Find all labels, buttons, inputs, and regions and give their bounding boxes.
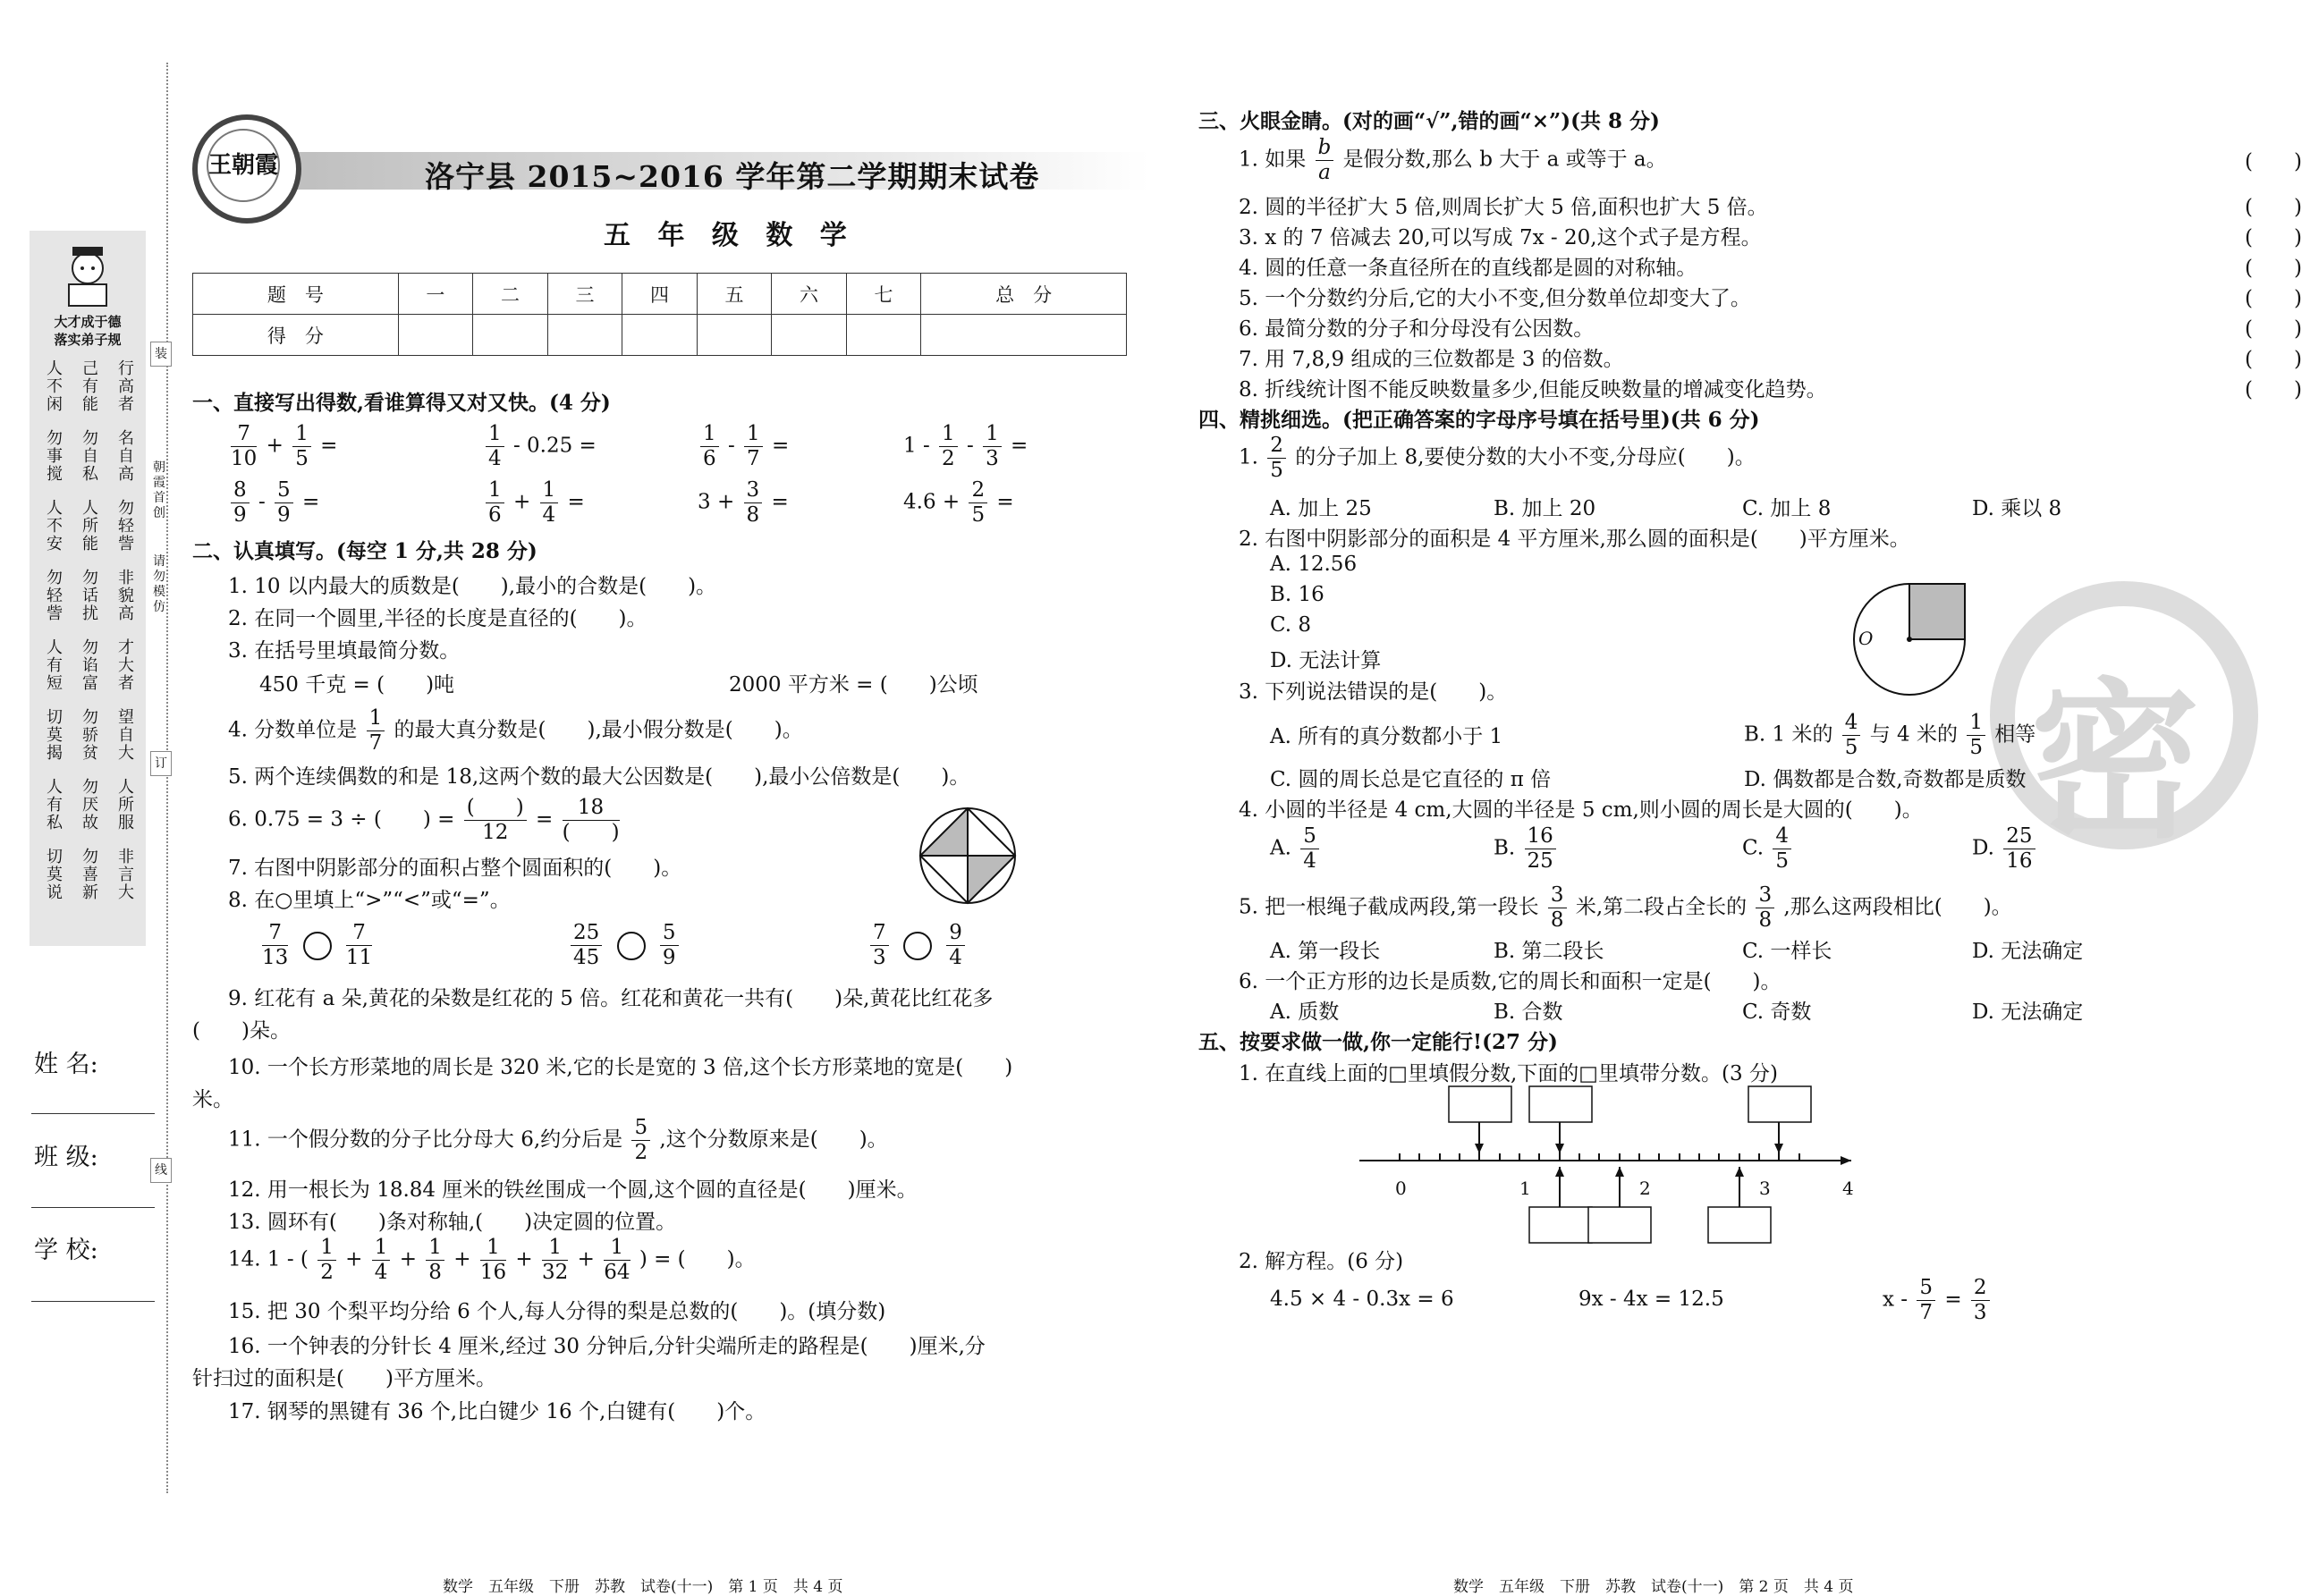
task-q1: 1. 在直线上面的□里填假分数,下面的□里填带分数。(3 分) bbox=[1239, 1062, 1778, 1085]
fraction: $\frac{5}{9}$ bbox=[275, 478, 293, 528]
c4-option-a[interactable] bbox=[1270, 824, 1322, 874]
fill-q10b: 米。 bbox=[192, 1088, 233, 1111]
proverb-col: 人不闲 bbox=[47, 359, 63, 414]
score-cell: 四 bbox=[622, 274, 698, 315]
fraction: $\frac{1}{8}$ bbox=[426, 1236, 444, 1285]
fill-q12: 12. 用一根长为 18.84 厘米的铁丝围成一个圆,这个圆的直径是( )厘米。 bbox=[228, 1178, 918, 1202]
fill-q9b: ( )朵。 bbox=[192, 1019, 291, 1043]
nl-label-0: 0 bbox=[1395, 1178, 1407, 1199]
c1-option-b[interactable]: B. 加上 20 bbox=[1494, 497, 1596, 520]
fill-q3b: 2000 平方米 = ( )公顷 bbox=[729, 673, 978, 697]
class-label: 班 级: bbox=[34, 1144, 98, 1171]
fill-q9a: 9. 红花有 a 朵,黄花的朵数是红花的 5 倍。红花和黄花一共有( )朵,黄花比红花多 bbox=[228, 987, 994, 1010]
motto-head bbox=[30, 313, 146, 349]
c4-option-c[interactable] bbox=[1742, 824, 1794, 874]
fraction: $\frac{1}{4}$ bbox=[540, 478, 559, 528]
right-page bbox=[1198, 98, 2302, 1596]
proverb-col: 己有能 bbox=[82, 359, 98, 414]
c3-b-text-2: 与 4 米的 bbox=[1869, 722, 1958, 747]
fraction: $\frac{3}{8}$ bbox=[1548, 883, 1567, 933]
left-footer: 数学 五年级 下册 苏教 试卷(十一) 第 1 页 共 4 页 bbox=[443, 1578, 843, 1596]
proverb-col: 才大者 bbox=[118, 638, 134, 693]
answer-paren[interactable]: ( ) bbox=[2245, 226, 2302, 249]
j1-text-b: 是假分数,那么 b 大于 a 或等于 a。 bbox=[1342, 148, 1667, 172]
fraction: $\frac{1}{2}$ bbox=[317, 1236, 336, 1285]
school-label: 学 校: bbox=[34, 1237, 98, 1264]
compare-circle[interactable] bbox=[617, 932, 646, 960]
motto-line-2: 落实弟子规 bbox=[54, 332, 122, 348]
name-label: 姓 名: bbox=[34, 1051, 98, 1078]
answer-paren[interactable]: ( ) bbox=[2245, 150, 2302, 173]
c1-prefix: 1. bbox=[1239, 445, 1258, 469]
proverb-col: 勿轻訾 bbox=[47, 569, 63, 623]
fold-mark-2: 订 bbox=[150, 751, 172, 776]
proverb-col: 切莫说 bbox=[47, 848, 63, 902]
fraction: $\frac{5}{4}$ bbox=[1300, 824, 1319, 874]
score-cell: 题 号 bbox=[193, 274, 399, 315]
proverb-row bbox=[46, 430, 135, 484]
proverb-row bbox=[46, 570, 135, 623]
fraction: $\frac{( )}{12}$ bbox=[464, 796, 527, 845]
c3-option-d[interactable]: D. 偶数都是合数,奇数都是质数 bbox=[1744, 768, 2027, 791]
proverb-col: 非言大 bbox=[118, 848, 134, 902]
motto-sidebar bbox=[30, 231, 146, 946]
section-3-heading: 三、火眼金睛。(对的画“√”,错的画“×”)(共 8 分) bbox=[1198, 109, 1660, 133]
fraction: $\frac{3}{8}$ bbox=[744, 478, 763, 528]
fill-q11 bbox=[228, 1116, 888, 1165]
nl-label-1: 1 bbox=[1519, 1178, 1531, 1199]
exam-subject: 五 年 级 数 学 bbox=[604, 220, 856, 251]
right-footer: 数学 五年级 下册 苏教 试卷(十一) 第 2 页 共 4 页 bbox=[1453, 1578, 1854, 1596]
fill-q14: 14. 1 - ( $\frac{1}{2}$ + $\frac{1}{4}$ + $\frac{1}{8}$ + $\frac{1}{16}$ + $\frac{1}{32}$ + $\frac{1}{64}$ ) = ( )。 bbox=[228, 1236, 756, 1284]
c1-text: 的分子加上 8,要使分数的大小不变,分母应( )。 bbox=[1295, 445, 1756, 469]
fill-q6 bbox=[228, 796, 622, 845]
answer-paren[interactable]: ( ) bbox=[2245, 196, 2302, 219]
fraction: $\frac{1}{5}$ bbox=[1967, 711, 1985, 760]
c4-letter: A. bbox=[1270, 836, 1291, 860]
choice-q2: 2. 右图中阴影部分的面积是 4 平方厘米,那么圆的面积是( )平方厘米。 bbox=[1239, 528, 1910, 551]
judge-q5: 5. 一个分数约分后,它的大小不变,但分数单位却变大了。 bbox=[1239, 287, 1751, 310]
q14-text-b: ) = ( )。 bbox=[639, 1247, 756, 1271]
fraction: $\frac{b}{a}$ bbox=[1316, 136, 1334, 185]
calc-1: $\frac{7}{10}$ + $\frac{1}{5}$ = bbox=[231, 422, 338, 470]
fill-q1: 1. 10 以内最大的质数是( ),最小的合数是( )。 bbox=[228, 575, 717, 598]
fold-mark-3: 线 bbox=[150, 1158, 172, 1183]
nl-label-3: 3 bbox=[1759, 1178, 1771, 1199]
fraction: $\frac{1}{6}$ bbox=[486, 478, 504, 528]
score-value-row bbox=[193, 315, 1127, 356]
shaded-circle-figure bbox=[917, 805, 1019, 907]
q4-text-b: 的最大真分数是( ),最小假分数是( )。 bbox=[394, 718, 803, 742]
fill-q2: 2. 在同一个圆里,半径的长度是直径的( )。 bbox=[228, 607, 647, 630]
compare-1 bbox=[259, 921, 375, 970]
fraction: $\frac{1}{4}$ bbox=[372, 1236, 391, 1285]
proverb-row bbox=[46, 709, 135, 763]
score-input-cell[interactable] bbox=[547, 315, 622, 356]
fill-q17: 17. 钢琴的黑键有 36 个,比白键少 16 个,白键有( )个。 bbox=[228, 1400, 766, 1423]
fraction: $\frac{18}{( )}$ bbox=[562, 796, 620, 844]
answer-paren[interactable]: ( ) bbox=[2245, 257, 2302, 280]
c2-option-b[interactable]: B. 16 bbox=[1270, 583, 1324, 606]
c6-option-a[interactable]: A. 质数 bbox=[1270, 1001, 1340, 1024]
fill-q5: 5. 两个连续偶数的和是 18,这两个数的最大公因数是( ),最小公倍数是( )。 bbox=[228, 765, 970, 789]
q6-text-b: = bbox=[536, 807, 554, 832]
circle-center-label: O bbox=[1858, 628, 1874, 649]
score-input-cell[interactable] bbox=[398, 315, 473, 356]
fill-q3a: 450 千克 = ( )吨 bbox=[259, 673, 455, 697]
c3-b-text-1: B. 1 米的 bbox=[1744, 722, 1833, 747]
nl-label-4: 4 bbox=[1842, 1178, 1854, 1199]
fraction: $\frac{2}{5}$ bbox=[969, 478, 987, 528]
answer-paren[interactable]: ( ) bbox=[2245, 317, 2302, 341]
fraction: $\frac{1}{7}$ bbox=[367, 706, 385, 756]
score-header-row bbox=[193, 274, 1127, 315]
equation-2: 9x - 4x = 12.5 bbox=[1578, 1288, 1724, 1311]
answer-paren[interactable]: ( ) bbox=[2245, 378, 2302, 401]
fraction: $\frac{4}{5}$ bbox=[1842, 711, 1861, 760]
score-label-cell: 得 分 bbox=[193, 315, 399, 356]
fraction: $\frac{3}{8}$ bbox=[1756, 883, 1774, 933]
section-5-heading: 五、按要求做一做,你一定能行!(27 分) bbox=[1198, 1030, 1558, 1054]
c5-option-a[interactable]: A. 第一段长 bbox=[1270, 940, 1381, 963]
proverb-col: 勿谄富 bbox=[82, 638, 98, 693]
calc-6: $\frac{1}{6}$ + $\frac{1}{4}$ = bbox=[483, 478, 585, 528]
proverb-col: 勿轻訾 bbox=[118, 499, 134, 553]
judge-q6: 6. 最简分数的分子和分母没有公因数。 bbox=[1239, 317, 1595, 341]
judge-q4: 4. 圆的任意一条直径所在的直线都是圆的对称轴。 bbox=[1239, 257, 1697, 280]
c1-option-d[interactable]: D. 乘以 8 bbox=[1972, 497, 2062, 520]
calc-5: $\frac{8}{9}$ - $\frac{5}{9}$ = bbox=[228, 478, 319, 528]
judge-q1 bbox=[1239, 136, 1667, 185]
proverb-col: 人所服 bbox=[118, 778, 134, 832]
c4-letter: D. bbox=[1972, 836, 1994, 860]
proverb-col: 勿骄贫 bbox=[82, 708, 98, 763]
c2-option-c[interactable]: C. 8 bbox=[1270, 613, 1312, 637]
fraction: $\frac{1}{3}$ bbox=[983, 422, 1002, 471]
fill-q7: 7. 右图中阴影部分的面积占整个圆面积的( )。 bbox=[228, 857, 682, 880]
score-cell: 总 分 bbox=[921, 274, 1127, 315]
proverb-col: 望自大 bbox=[118, 708, 134, 763]
q4-text-a: 4. 分数单位是 bbox=[228, 718, 358, 742]
c4-letter: B. bbox=[1494, 836, 1516, 860]
fraction: $\frac{1}{32}$ bbox=[542, 1236, 569, 1284]
compare-3 bbox=[867, 921, 968, 970]
fraction: $\frac{1}{2}$ bbox=[939, 422, 958, 471]
proverb-col: 人有私 bbox=[47, 778, 63, 832]
proverb-col: 非貌高 bbox=[118, 569, 134, 623]
fraction: $\frac{7}{13}$ bbox=[262, 921, 289, 969]
confidential-seal-char: 密 bbox=[2030, 662, 2201, 861]
c6-option-b[interactable]: B. 合数 bbox=[1494, 1001, 1563, 1024]
fraction: $\frac{7}{11}$ bbox=[345, 921, 373, 969]
calc-8: 4.6 + $\frac{2}{5}$ = bbox=[903, 478, 1014, 527]
fraction: $\frac{1}{16}$ bbox=[479, 1236, 507, 1284]
c4-option-b[interactable] bbox=[1494, 824, 1559, 874]
answer-paren[interactable]: ( ) bbox=[2245, 348, 2302, 371]
fraction: $\frac{1}{7}$ bbox=[744, 422, 763, 471]
fraction: $\frac{2}{3}$ bbox=[1971, 1276, 1990, 1325]
proverb-col: 勿厌故 bbox=[82, 778, 98, 832]
fraction: $\frac{5}{9}$ bbox=[660, 921, 679, 970]
c1-option-c[interactable]: C. 加上 8 bbox=[1742, 497, 1832, 520]
judge-q7: 7. 用 7,8,9 组成的三位数都是 3 的倍数。 bbox=[1239, 348, 1624, 371]
task-q2: 2. 解方程。(6 分) bbox=[1239, 1250, 1404, 1273]
q14-text-a: 14. 1 - ( bbox=[228, 1247, 309, 1271]
scholar-icon bbox=[56, 241, 119, 308]
proverb-row bbox=[46, 849, 135, 902]
fill-q15: 15. 把 30 个梨平均分给 6 个人,每人分得的梨是总数的( )。(填分数) bbox=[228, 1300, 886, 1323]
proverb-col: 勿喜新 bbox=[82, 848, 98, 902]
fraction: $\frac{16}{25}$ bbox=[1525, 824, 1556, 874]
judge-q8: 8. 折线统计图不能反映数量多少,但能反映数量的增减变化趋势。 bbox=[1239, 378, 1827, 401]
proverb-col: 行高者 bbox=[118, 359, 134, 414]
fraction: $\frac{4}{5}$ bbox=[1773, 824, 1791, 874]
score-cell: 一 bbox=[398, 274, 473, 315]
c4-option-d[interactable] bbox=[1972, 824, 2038, 874]
score-cell: 六 bbox=[772, 274, 847, 315]
fraction: $\frac{1}{5}$ bbox=[292, 422, 311, 471]
number-line-figure bbox=[1359, 1086, 1860, 1247]
proverb-col: 勿自私 bbox=[82, 429, 98, 484]
calc-2: $\frac{1}{4}$ - 0.25 = bbox=[483, 422, 597, 471]
j1-text-a: 1. 如果 bbox=[1239, 148, 1307, 172]
fraction: $\frac{25}{16}$ bbox=[2003, 824, 2035, 874]
choice-q6: 6. 一个正方形的边长是质数,它的周长和面积一定是( )。 bbox=[1239, 970, 1782, 993]
logo-text: 王朝霞 bbox=[207, 129, 280, 202]
fill-q8: 8. 在○里填上“>”“<”或“=”。 bbox=[228, 889, 511, 912]
proverb-col: 人不安 bbox=[47, 499, 63, 553]
c3-b-text-3: 相等 bbox=[1994, 722, 2036, 747]
choice-q3: 3. 下列说法错误的是( )。 bbox=[1239, 680, 1508, 704]
c2-option-d[interactable]: D. 无法计算 bbox=[1270, 649, 1382, 672]
choice-q4: 4. 小圆的半径是 4 cm,大圆的半径是 5 cm,则小圆的周长是大圆的( )。 bbox=[1239, 798, 1923, 822]
fill-q16b: 针扫过的面积是( )平方厘米。 bbox=[192, 1367, 496, 1390]
fraction: $\frac{8}{9}$ bbox=[231, 478, 250, 528]
compare-circle[interactable] bbox=[903, 932, 932, 960]
fraction: $\frac{1}{4}$ bbox=[486, 422, 504, 471]
c5-option-b[interactable]: B. 第二段长 bbox=[1494, 940, 1604, 963]
choice-q5 bbox=[1239, 883, 2012, 933]
fraction: $\frac{2}{5}$ bbox=[1267, 434, 1286, 483]
c4-letter: C. bbox=[1742, 836, 1765, 860]
fraction: $\frac{1}{6}$ bbox=[700, 422, 719, 471]
c5-text-b: 米,第二段占全长的 bbox=[1575, 895, 1748, 919]
equation-1: 4.5 × 4 - 0.3x = 6 bbox=[1270, 1288, 1454, 1311]
c3-option-c[interactable]: C. 圆的周长总是它直径的 π 倍 bbox=[1270, 768, 1552, 791]
choice-q1 bbox=[1239, 434, 1756, 483]
calc-7: 3 + $\frac{3}{8}$ = bbox=[698, 478, 789, 527]
proverb-row bbox=[46, 360, 135, 414]
fraction: $\frac{5}{2}$ bbox=[631, 1116, 650, 1165]
judge-q2: 2. 圆的半径扩大 5 倍,则周长扩大 5 倍,面积也扩大 5 倍。 bbox=[1239, 196, 1768, 219]
c1-option-a[interactable]: A. 加上 25 bbox=[1270, 497, 1372, 520]
fill-q3: 3. 在括号里填最简分数。 bbox=[228, 639, 461, 663]
nl-label-2: 2 bbox=[1639, 1178, 1651, 1199]
proverb-col: 人有短 bbox=[47, 638, 63, 693]
section-2-heading: 二、认真填写。(每空 1 分,共 28 分) bbox=[192, 539, 537, 563]
proverb-col: 人所能 bbox=[82, 499, 98, 553]
score-cell: 七 bbox=[846, 274, 921, 315]
calc-3: $\frac{1}{6}$ - $\frac{1}{7}$ = bbox=[698, 422, 789, 471]
school-field[interactable] bbox=[31, 1301, 155, 1302]
fill-q4 bbox=[228, 706, 803, 756]
fill-q10a: 10. 一个长方形菜地的周长是 320 米,它的长是宽的 3 倍,这个长方形菜地的宽是( ) bbox=[228, 1056, 1013, 1079]
name-field[interactable] bbox=[31, 1113, 155, 1114]
proverb-col: 名自高 bbox=[118, 429, 134, 484]
score-input-cell[interactable] bbox=[772, 315, 847, 356]
fill-q13: 13. 圆环有( )条对称轴,( )决定圆的位置。 bbox=[228, 1211, 677, 1234]
score-cell: 五 bbox=[697, 274, 772, 315]
section-4-heading: 四、精挑细选。(把正确答案的字母序号填在括号里)(共 6 分) bbox=[1198, 408, 1760, 432]
score-cell: 三 bbox=[547, 274, 622, 315]
judge-q3: 3. x 的 7 倍减去 20,可以写成 7x - 20,这个式子是方程。 bbox=[1239, 226, 1762, 249]
proverb-row bbox=[46, 639, 135, 693]
fraction: $\frac{7}{3}$ bbox=[870, 921, 889, 970]
calc-4: 1 - $\frac{1}{2}$ - $\frac{1}{3}$ = bbox=[903, 422, 1028, 470]
proverb-col: 勿话扰 bbox=[82, 569, 98, 623]
score-input-cell[interactable] bbox=[473, 315, 548, 356]
proverb-list bbox=[46, 360, 135, 918]
score-input-cell[interactable] bbox=[846, 315, 921, 356]
compare-2 bbox=[568, 921, 681, 970]
c5-text-c: ,那么这两段相比( )。 bbox=[1783, 895, 2012, 919]
c5-option-d[interactable]: D. 无法确定 bbox=[1972, 940, 2084, 963]
q6-text-a: 6. 0.75 = 3 ÷ ( ) = bbox=[228, 807, 455, 832]
binding-dotted-line bbox=[166, 63, 168, 1493]
fill-q16a: 16. 一个钟表的分针长 4 厘米,经过 30 分钟后,分针尖端所走的路程是( )厘米,分 bbox=[228, 1335, 986, 1358]
equation-3 bbox=[1883, 1276, 1993, 1325]
note-original: 朝霞首创 bbox=[153, 460, 165, 520]
score-table bbox=[192, 273, 1127, 356]
section-1-heading: 一、直接写出得数,看谁算得又对又快。(4 分) bbox=[192, 391, 611, 415]
q11-text-a: 11. 一个假分数的分子比分母大 6,约分后是 bbox=[228, 1127, 623, 1152]
fraction: $\frac{9}{4}$ bbox=[946, 921, 965, 970]
exam-title: 洛宁县 2015~2016 学年第二学期期末试卷 bbox=[425, 159, 1040, 194]
c3-option-a[interactable]: A. 所有的真分数都小于 1 bbox=[1270, 725, 1503, 748]
c3-option-b[interactable] bbox=[1744, 711, 2035, 760]
proverb-col: 勿事搅 bbox=[47, 429, 63, 484]
note-no-copy: 请勿模仿 bbox=[153, 554, 165, 614]
left-page bbox=[192, 98, 1136, 1596]
compare-circle[interactable] bbox=[303, 932, 332, 960]
fraction: $\frac{5}{7}$ bbox=[1917, 1276, 1935, 1325]
score-input-cell[interactable] bbox=[697, 315, 772, 356]
score-cell: 二 bbox=[473, 274, 548, 315]
proverb-col: 切莫揭 bbox=[47, 708, 63, 763]
class-field[interactable] bbox=[31, 1207, 155, 1208]
answer-paren[interactable]: ( ) bbox=[2245, 287, 2302, 310]
c5-text-a: 5. 把一根绳子截成两段,第一段长 bbox=[1239, 895, 1539, 919]
brand-logo bbox=[192, 114, 301, 224]
eq3-text-a: x - bbox=[1883, 1288, 1908, 1312]
proverb-row bbox=[46, 779, 135, 832]
fold-mark-1: 装 bbox=[150, 342, 172, 367]
motto-line-1: 大才成于德 bbox=[54, 314, 122, 330]
proverb-row bbox=[46, 500, 135, 553]
score-input-cell[interactable] bbox=[921, 315, 1127, 356]
c6-option-d[interactable]: D. 无法确定 bbox=[1972, 1001, 2084, 1024]
c5-option-c[interactable]: C. 一样长 bbox=[1742, 940, 1832, 963]
q11-text-b: ,这个分数原来是( )。 bbox=[659, 1127, 888, 1152]
c6-option-c[interactable]: C. 奇数 bbox=[1742, 1001, 1812, 1024]
score-input-cell[interactable] bbox=[622, 315, 698, 356]
fraction: $\frac{7}{10}$ bbox=[231, 422, 258, 470]
c2-option-a[interactable]: A. 12.56 bbox=[1270, 553, 1358, 576]
fraction: $\frac{1}{64}$ bbox=[604, 1236, 631, 1284]
eq3-text-b: = bbox=[1944, 1288, 1962, 1312]
fraction: $\frac{25}{45}$ bbox=[571, 921, 602, 970]
